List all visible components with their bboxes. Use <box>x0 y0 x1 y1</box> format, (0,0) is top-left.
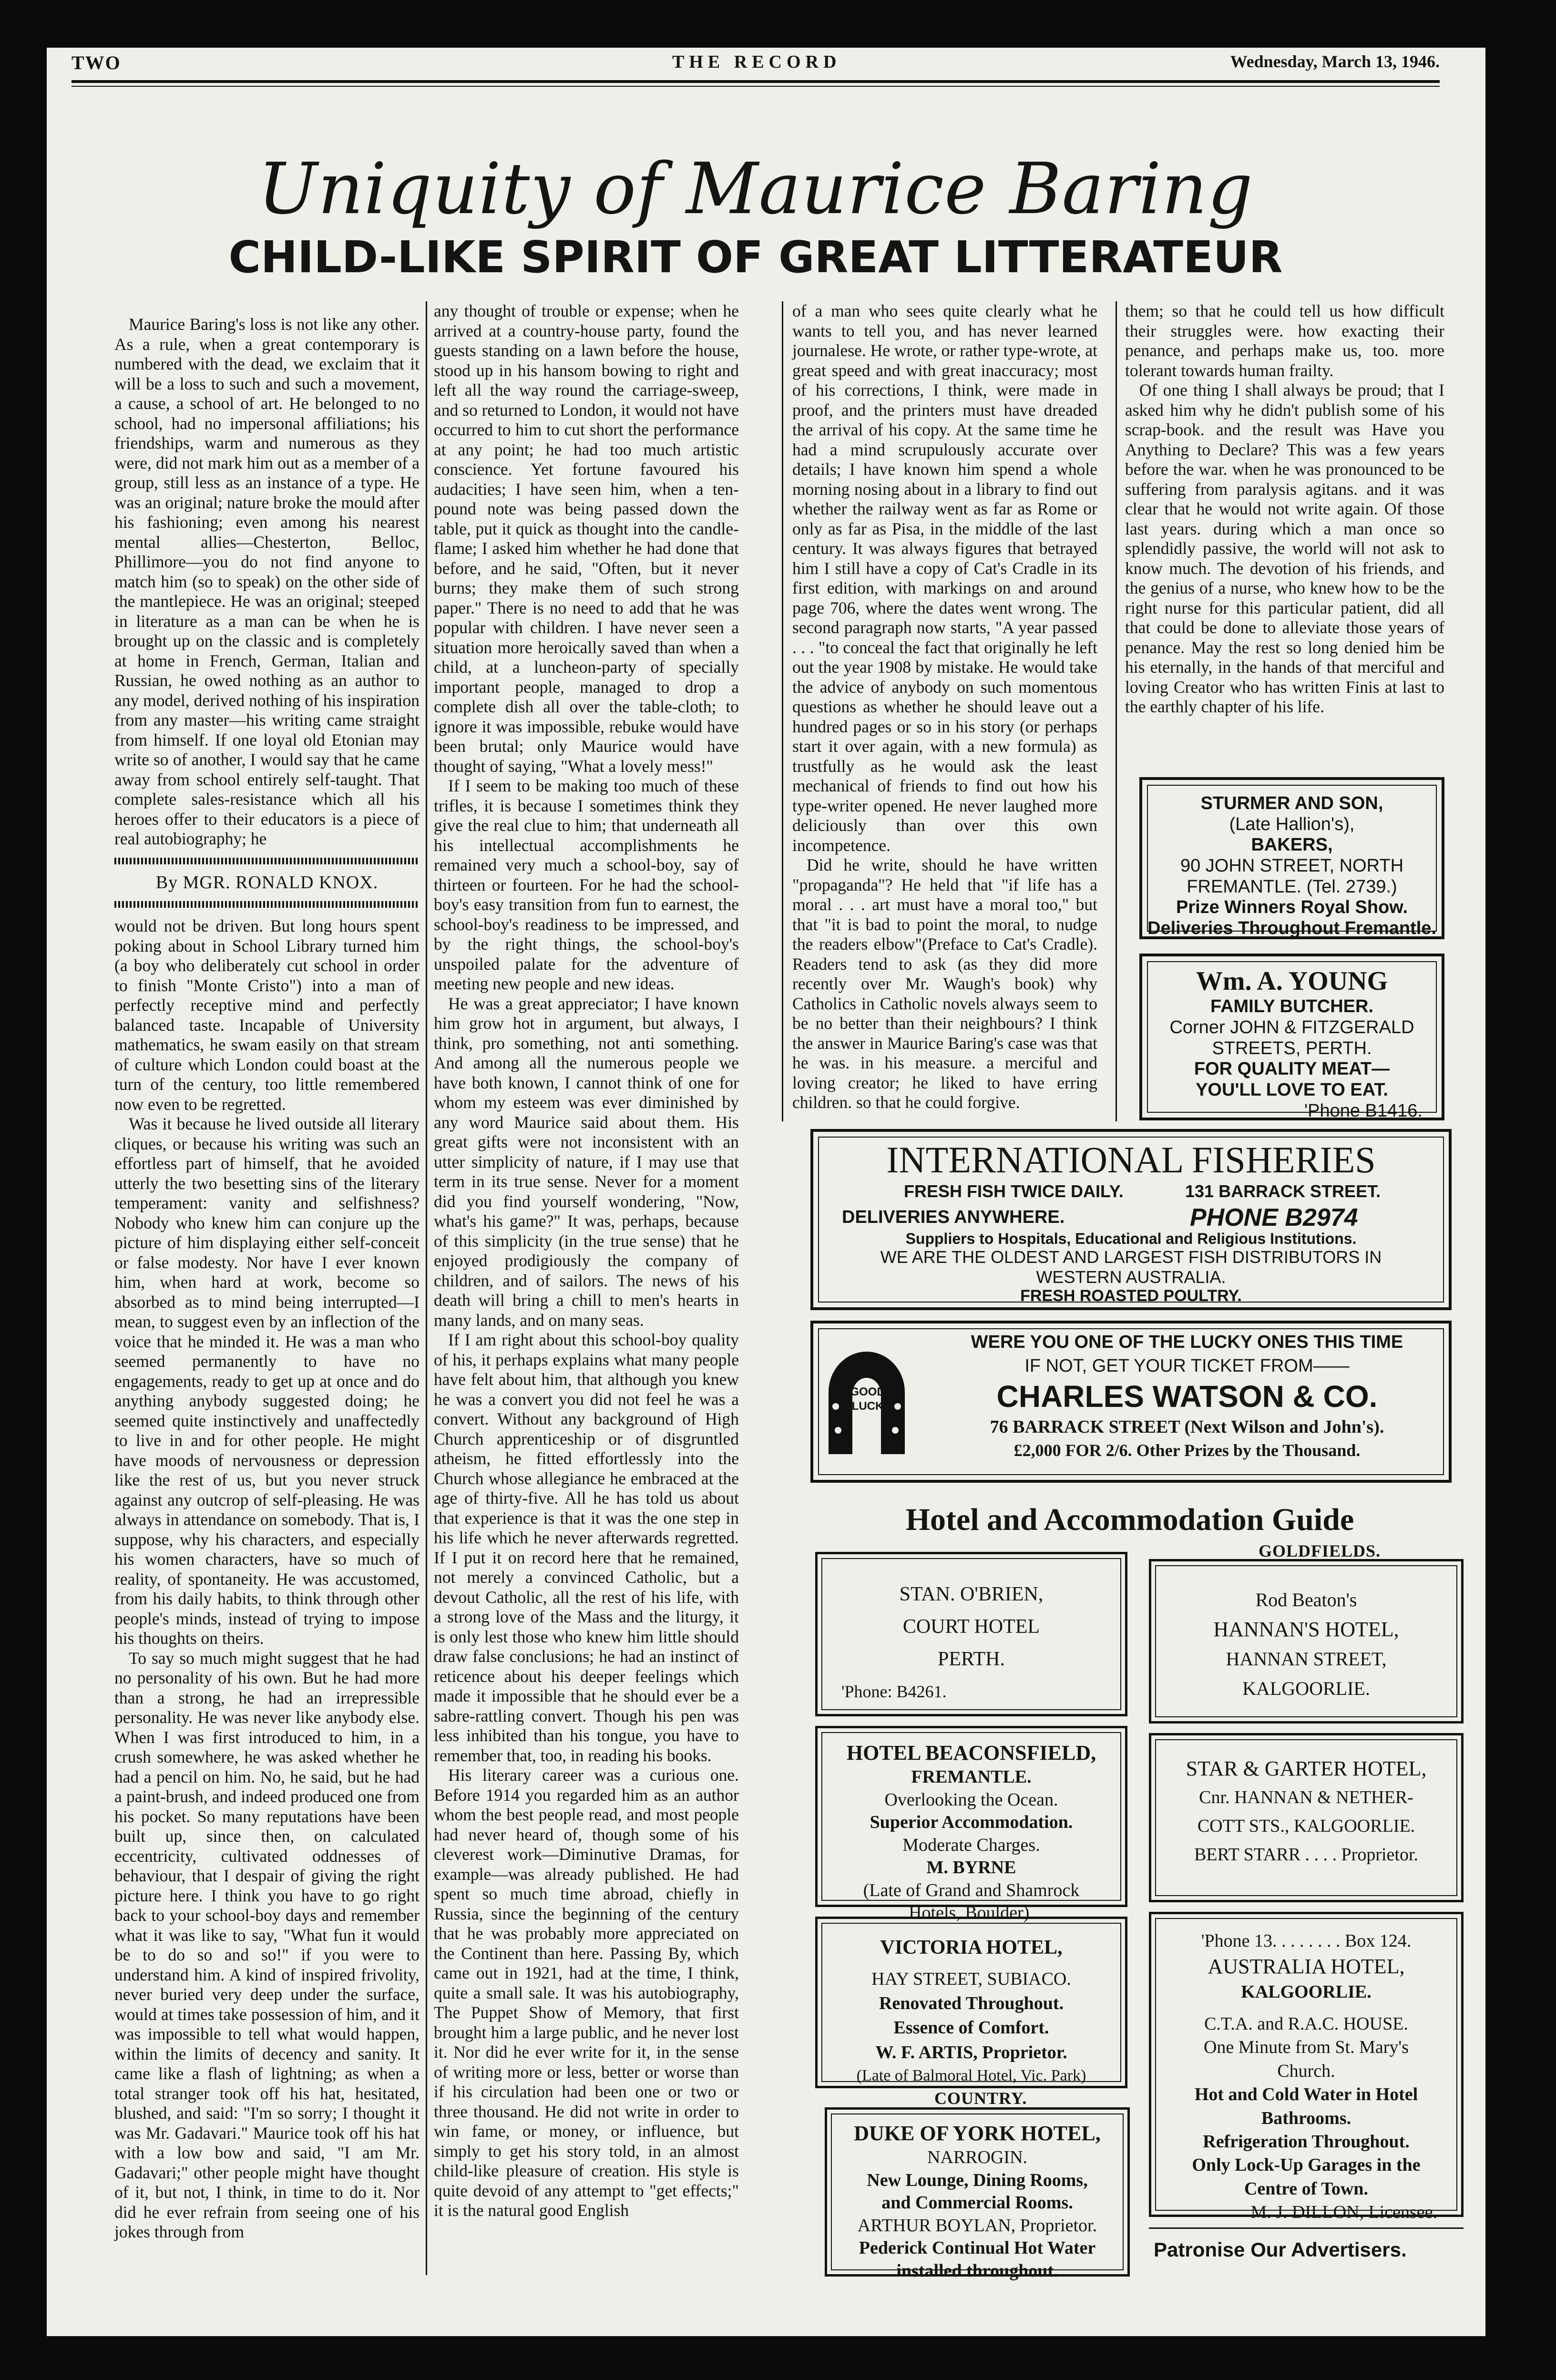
paragraph: Was it because he lived outside all literary cliques, or because his writing was such an effortless part of himself, that he avoided utterly the two besetting sins of the literary temperament: vanity and selfishness? Nobody who knew him can conjure up the picture of him displaying either self-conceit or false modesty. Nor have I ever known him, when hard at work, become so absorbed as to mind being interrupted—I mean, to suggest even by an inflection of the voice that he minded it. He was a man who seemed permanently to have no engagements, ready to get up at once and do anything anybody suggested doing; he seemed quite instinctively and unaffectedly to live in and for other people. He might have moods of nervousness or depression like the rest of us, but you never struck against any outcrop of self-pleasing. He was always in attendance on somebody. That is, I suppose, why his characters, and especially his women characters, have so much of reality, of spontaneity. He was accustomed, from his daily habits, to think through other people's minds, instead of trying to impose his thoughts on theirs. <box>114 1114 420 1648</box>
box-border <box>1155 1565 1457 1717</box>
box-line: Centre of Town. <box>1244 2178 1369 2199</box>
paragraph: would not be driven. But long hours spent poking about in School Library turned him (a boy who deliberately cut school in order to finish "Monte Cristo") into a man of perfectly receptive mind and perfectly balanced taste. Incapable of University mathematics, he swam easily on that stream of culture which London could boast at the turn of the century, too little remembered now even to be regretted. <box>114 916 420 1114</box>
box-line: STAN. O'BRIEN, <box>899 1583 1044 1605</box>
ad-line: FOR QUALITY MEAT— <box>1194 1059 1390 1079</box>
ad-line: 76 BARRACK STREET (Next Wilson and John's). <box>990 1417 1384 1437</box>
ad-line: FRESH FISH TWICE DAILY. <box>904 1181 1124 1201</box>
column-rule <box>782 301 783 1121</box>
box-line: Only Lock-Up Garages in the <box>1192 2155 1421 2175</box>
paragraph: To say so much might suggest that he had no personality of his own. But he had more than a strong, he had an irrepressible personality. He was never like anybody else. When I was first introduced to him, in a crush somewhere, he was asked whether he had a pencil on him. No, he said, but he had a paint-brush, and indeed produced one from his pocket. So many reputations have been built up, since then, on calculated eccentricity, cultivated oddnesses of behaviour, that I despair of giving the right picture here. I think you have to go right back to your school-boy days and remember what it was like to say, "What fun it would be to do so and so!" if you were to understand him. A kind of inspired frivolity, never buried very deep under the surface, would at times take possession of him, and it was impossible to tell what would happen, within the limits of decency and sanity. It came like a flash of lightning; as when a total stranger took off his hat, hesitated, blushed, and said: "I'm so sorry; I thought it was Mr. Gadavari." Maurice took off his hat with a low bow and said, "I am Mr. Gadavari;" other people might have thought of it, but not, I think, in time to do it. Nor did he ever refrain from seeing one of his jokes through from <box>114 1648 420 2241</box>
watson-ad-text <box>934 1330 1440 1462</box>
paragraph: Did he write, should he have written "propaganda"? He held that "if life has a moral . . . art must have a moral too," but that "it is bad to point the moral, to nudge the readers elbow"(Preface to Cat's Cradle). Readers tend to ask (as they did more recently over Mr. Waugh's book) why Catholics in Catholic novels always seem to be no better than their neighbours? I think the answer in Maurice Baring's case was that he was. in his measure. a merciful and loving creator; he liked to have erring children. so that he could forgive. <box>792 855 1097 1112</box>
ad-line: WESTERN AUSTRALIA. <box>1036 1267 1226 1287</box>
issue-date: Wednesday, March 13, 1946. <box>1230 52 1440 71</box>
ad-line: (Late Hallion's), <box>1229 814 1355 834</box>
box-line: W. F. ARTIS, Proprietor. <box>875 2042 1067 2062</box>
article-column-1 <box>114 315 420 2242</box>
box-line: Moderate Charges. <box>902 1835 1040 1855</box>
box-line: NARROGIN. <box>927 2147 1028 2167</box>
byline-rule <box>114 858 420 864</box>
paragraph: He was a great appreciator; I have known him grow hot in argument, but always, I think, pro something, not anti something. And among all the numerous people we have both known, I cannot think of one for whom my esteem was ever diminished by any word Maurice said about them. His great gifts were not inconsistent with an utter simplicity of nature, if I may use that term in its true sense. Never for a moment did you find yourself wondering, "Now, what's his game?" It was, perhaps, because of this simplicity (in the true sense) that he enjoyed prodigiously the company of children, and of sailors. The news of his death will bring a chill to men's hearts in many lands, and on many seas. <box>434 994 739 1330</box>
ad-line: STREETS, PERTH. <box>1212 1038 1372 1058</box>
box-heading: HANNAN'S HOTEL, <box>1213 1618 1399 1641</box>
ad-line: BAKERS, <box>1251 835 1333 855</box>
box-line: M. J. DILLON, Licensee. <box>1250 2202 1437 2223</box>
paragraph: any thought of trouble or expense; when he arrived at a country-house party, found the guests standing on a lawn before the house, stood up in his hansom bowing to right and left all the way round the carriage-sweep, and so returned to London, it would not have occurred to him to cut short the performance at any point; he had too much artistic conscience. Yet fortune favoured his audacities; I have seen him, when a ten-pound note was being passed down the table, put it quick as thought into the candle-flame; I asked him whether he had done that before, and he said, "Often, but it never burns; they make them of such strong paper." There is no need to add that he was popular with children. I have never seen a situation more heroically saved than when a child, at a luncheon-party of specially important people, managed to drop a complete dish all over the table-cloth; to ignore it was impossible, rebuke would have been brutal; only Maurice would have thought of saying, "What a lovely mess!" <box>434 301 739 776</box>
ad-line: FAMILY BUTCHER. <box>1210 996 1374 1017</box>
box-heading: STAR & GARTER HOTEL, <box>1186 1757 1427 1780</box>
victoria-hotel-box <box>815 1917 1127 2088</box>
box-line: 'Phone 13. . . . . . . . Box 124. <box>1201 1931 1412 1951</box>
box-line: One Minute from St. Mary's <box>1203 2037 1409 2058</box>
box-line: Church. <box>1277 2061 1335 2081</box>
ad-heading: STURMER AND SON, <box>1200 793 1383 813</box>
paragraph: If I am right about this school-boy quality of his, it perhaps explains what many people have felt about him, that although you knew he was a convert you did not feel he was a convert. Without any background of High Church apprenticeship or of disgruntled atheism, he fitted effortlessly into the Church whose allegiance he embraced at the age of thirty-five. All he has told us about that experience is that it was the one step in his life which he never afterwards regretted. If I put it on record here that he remained, not merely a convinced Catholic, but a devout Catholic, all the rest of his life, with a strong love of the Mass and the liturgy, it is only lest those who knew him little should draw false conclusions; he had an instinct of reticence about his deeper feelings which made it impossible that he should ever be a sabre-rattling convert. Though his pen was less inhibited than his tongue, you have to remember that, too, in reading his books. <box>434 1330 739 1765</box>
article-column-4 <box>1125 301 1444 717</box>
country-heading: COUNTRY. <box>934 2089 1027 2108</box>
australia-hotel-box <box>1149 1912 1464 2223</box>
box-line: Pederick Continual Hot Water <box>859 2238 1096 2258</box>
paragraph: His literary career was a curious one. Before 1914 you regarded him as an author whom the best people read, and most people had never heard of, though some of his cleverest work—Diminutive Dramas, for example—was already published. He had spent so much time abroad, chiefly in Russia, since the beginning of the century that he was probably more appreciated on the Continent than here. Passing By, which came out in 1921, had at the time, I think, quite a small sale. It was his autobiography, The Puppet Show of Memory, that first brought him a large public, and he never lost it. Nor did he ever write for it, in the sense of writing more or less, better or worse than if his circulation had been one or two or three thousand. He did not write in order to win fame, or money, or influence, but simply to get his story told, in an almost child-like pleasure of creation. His style is quite devoid of any attempt to "get effects;" it is the natural good English <box>434 1765 739 2220</box>
ad-line: WE ARE THE OLDEST AND LARGEST FISH DISTRIBUTORS IN <box>880 1247 1382 1267</box>
box-line: COTT STS., KALGOORLIE. <box>1197 1816 1415 1836</box>
box-line: Renovated Throughout. <box>879 1993 1064 2013</box>
box-heading: AUSTRALIA HOTEL, <box>1208 1955 1405 1979</box>
ad-heading: Wm. A. YOUNG <box>1196 966 1388 996</box>
page-number: TWO <box>72 52 121 73</box>
box-line: Cnr. HANNAN & NETHER- <box>1199 1787 1413 1807</box>
box-heading: HOTEL BEACONSFIELD, <box>846 1741 1096 1764</box>
paragraph: of a man who sees quite clearly what he wants to tell you, and has never learned journalese. He wrote, or rather type-wrote, at great speed and with great inaccuracy; most of his corrections, I think, were made in proof, and the printers must have dreaded the arrival of his copy. At the same time he had a mind scrupulously accurate over details; I have known him spend a whole morning nosing about in a library to find out whether the railway went as far as Rome or only as far as Pisa, in the middle of the last century. It was always figures that betrayed him I still have a copy of Cat's Cradle in its first edition, with markings on and around page 706, where the dates went wrong. The second paragraph now starts, "A year passed . . . "to conceal the fact that originally he left out the year 1908 by mistake. He would take the advice of anybody on such momentous questions as whether he should leave out a hundred pages or so in his story (or perhaps start it over again, with a new formula) as trustfully as he would ask the least mechanical of friends to find out how his type-writer opened. He never laughed more deliciously than over this own incompetence. <box>792 301 1097 855</box>
box-line: PERTH. <box>938 1648 1005 1670</box>
box-line: New Lounge, Dining Rooms, <box>867 2170 1088 2190</box>
ad-line: Corner JOHN & FITZGERALD <box>1169 1017 1414 1038</box>
court-hotel-box <box>815 1552 1127 1716</box>
ad-line: 131 BARRACK STREET. <box>1185 1181 1381 1201</box>
ad-line: FRESH ROASTED POULTRY. <box>1020 1287 1242 1305</box>
ad-phone: PHONE B2974 <box>1190 1203 1358 1231</box>
ad-line: IF NOT, GET YOUR TICKET FROM—— <box>1024 1356 1350 1376</box>
page-header <box>72 51 1440 75</box>
byline: By MGR. RONALD KNOX. <box>155 872 379 892</box>
article-column-3 <box>792 301 1097 1113</box>
box-line: KALGOORLIE. <box>1241 1981 1372 2002</box>
ad-line: Deliveries Throughout Fremantle. <box>1147 918 1436 939</box>
box-line: HAY STREET, SUBIACO. <box>871 1969 1071 1989</box>
box-line: (Late of Grand and Shamrock <box>863 1880 1080 1900</box>
article-title: Uniquity of Maurice Baring <box>258 148 1253 230</box>
young-butcher-ad <box>1139 954 1444 1120</box>
box-line: M. BYRNE <box>926 1857 1016 1877</box>
box-line: C.T.A. and R.A.C. HOUSE. <box>1204 2013 1408 2034</box>
column-rule <box>1116 301 1117 1121</box>
paragraph: If I seem to be making too much of these trifles, it is because I sometimes think they give the real clue to him; that underneath all his intellectual accomplishments he remained very much a school-boy, say of thirteen or fourteen. For he had the school-boy's easy transition from fun to earnest, the school-boy's readiness to be impressed, and by the right things, the school-boy's unspoiled palate for the adventure of meeting new people and new ideas. <box>434 776 739 993</box>
box-border <box>821 1558 1121 1710</box>
box-line: 'Phone: B4261. <box>841 1682 947 1701</box>
article-column-2 <box>434 301 739 2221</box>
box-border <box>821 1732 1121 1923</box>
box-line: Rod Beaton's <box>1255 1589 1357 1611</box>
box-line: COURT HOTEL <box>902 1616 1040 1638</box>
ad-line: Suppliers to Hospitals, Educational and Religious Institutions. <box>905 1230 1357 1247</box>
ad-heading: CHARLES WATSON & CO. <box>996 1379 1378 1414</box>
box-border <box>1155 1739 1457 1896</box>
box-line: Superior Accommodation. <box>870 1812 1073 1832</box>
good-luck-label <box>841 1385 894 1414</box>
box-line: Bathrooms. <box>1261 2108 1351 2128</box>
box-border <box>821 1923 1121 2082</box>
star-and-garter-hotel-box <box>1149 1733 1464 1902</box>
box-border <box>1155 1918 1457 2223</box>
article-subtitle: CHILD-LIKE SPIRIT OF GREAT LITTERATEUR <box>228 232 1283 283</box>
hotel-guide-title: Hotel and Accommodation Guide <box>905 1502 1354 1537</box>
patronise-advertisers: Patronise Our Advertisers. <box>1154 2238 1407 2261</box>
ad-line: 90 JOHN STREET, NORTH <box>1180 856 1404 876</box>
header-rule <box>72 80 1440 83</box>
box-line: KALGOORLIE. <box>1242 1678 1370 1699</box>
footer-rule <box>1149 2227 1464 2229</box>
hotel-beaconsfield-box <box>815 1726 1127 1923</box>
header-rule-thin <box>72 86 1440 87</box>
international-fisheries-ad <box>810 1129 1452 1310</box>
ad-line: Prize Winners Royal Show. <box>1176 897 1408 918</box>
duke-of-york-hotel-box <box>825 2107 1130 2281</box>
ad-line: YOU'LL LOVE TO EAT. <box>1196 1080 1388 1100</box>
luck-word: LUCK <box>851 1400 884 1413</box>
ad-line: FREMANTLE. (Tel. 2739.) <box>1187 876 1397 897</box>
column-rule <box>426 301 427 2275</box>
box-border <box>831 2113 1124 2281</box>
paragraph: Of one thing I shall always be proud; that I asked him why he didn't publish some of his scrap-book. and the result was Have you Anything to Declare? This was a few years before the war. when he was pronounced to be suffering from paralysis agitans. and it was clear that he would not write again. Of those last years. during which a man once so splendidly passive, the world will not ask to know much. The devotion of his friends, and the genius of a nurse, who knew how to be the right nurse for this particular patient, did all that could be done to alleviate those years of penance. May the rest so long denied him be his eternally, in the hands of that merciful and loving Creator who has written Finis at last to the earthly chapter of his life. <box>1125 380 1444 716</box>
box-line: installed throughout. <box>896 2260 1058 2281</box>
box-line: ARTHUR BOYLAN, Proprietor. <box>857 2215 1097 2236</box>
box-line: Hotels, Boulder). <box>909 1903 1034 1923</box>
box-line: (Late of Balmoral Hotel, Vic. Park) <box>856 2066 1086 2084</box>
box-line: FREMANTLE. <box>911 1767 1032 1787</box>
newspaper-name: THE RECORD <box>672 52 841 72</box>
byline-rule <box>114 901 420 908</box>
ad-line: WERE YOU ONE OF THE LUCKY ONES THIS TIME <box>971 1332 1403 1352</box>
ad-line: DELIVERIES ANYWHERE. <box>842 1207 1065 1227</box>
box-heading: VICTORIA HOTEL, <box>880 1937 1063 1959</box>
box-heading: DUKE OF YORK HOTEL, <box>854 2122 1101 2145</box>
box-line: BERT STARR . . . . Proprietor. <box>1194 1845 1419 1865</box>
ad-heading: INTERNATIONAL FISHERIES <box>886 1139 1376 1180</box>
box-line: Hot and Cold Water in Hotel <box>1194 2084 1418 2105</box>
sturmer-bakers-ad <box>1139 777 1444 939</box>
box-line: Overlooking the Ocean. <box>884 1789 1058 1810</box>
box-line: Essence of Comfort. <box>893 2018 1049 2038</box>
ad-line: 'Phone B1416. <box>1304 1100 1423 1121</box>
box-line: and Commercial Rooms. <box>881 2193 1073 2213</box>
goldfields-heading: GOLDFIELDS. <box>1259 1541 1381 1560</box>
box-line: HANNAN STREET, <box>1226 1648 1387 1670</box>
luck-word: GOOD <box>850 1385 885 1398</box>
paragraph: Maurice Baring's loss is not like any other. As a rule, when a great contemporary is numbered with the dead, we exclaim that it will be a loss to such and such a movement, a cause, a school of art. He belonged to no school, had no impersonal affiliations; his friendships, warm and numerous as they were, did not mark him out as a member of a group, still less as an instance of a type. He was an original; nature broke the mould after his fashioning; even among his nearest mental allies—Chesterton, Belloc, Phillimore—you do not find anyone to match him (so to speak) on the other side of the mantlepiece. He was an original; steeped in literature as a man can be when he is brought up on the classic and is completely at home in French, German, Italian and Russian, he owed nothing as an author to any model, derived nothing of his inspiration from any master—his writing came straight from himself. If one loyal old Etonian may write so of another, I would say that he came away from school entirely self-taught. That complete sales-resistance which all his heroes offer to their educators is a piece of real autobiography; he <box>114 315 420 848</box>
box-line: Refrigeration Throughout. <box>1203 2131 1410 2152</box>
hannans-hotel-box <box>1149 1559 1464 1723</box>
paragraph: them; so that he could tell us how difficult their struggles were. how exacting their penance, and perhaps make us, too. more tolerant towards human frailty. <box>1125 301 1444 380</box>
ad-line: £2,000 FOR 2/6. Other Prizes by the Thousand. <box>1013 1441 1361 1460</box>
